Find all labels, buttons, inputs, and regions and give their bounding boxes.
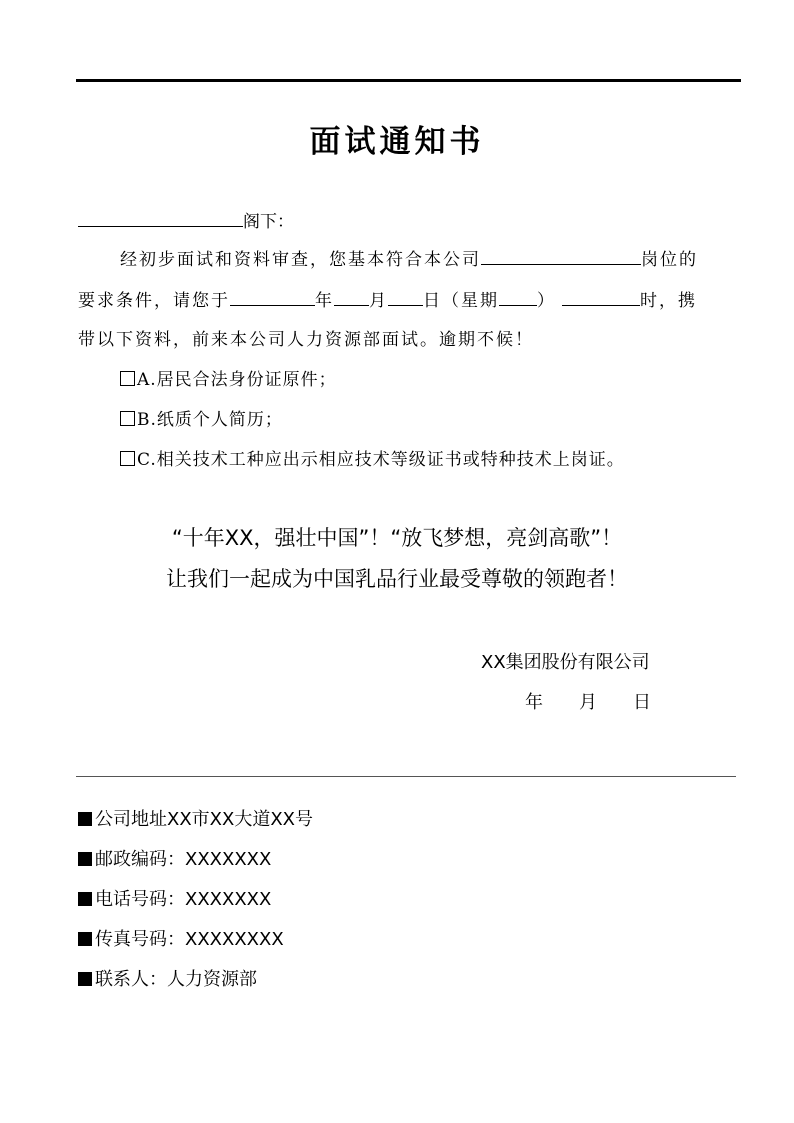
checklist-label: A.居民合法身份证原件； [137, 370, 337, 390]
body-text: 日（星期 [423, 291, 499, 311]
position-blank [481, 247, 641, 265]
body-text: 年 [315, 291, 334, 311]
square-bullet-icon [78, 972, 92, 986]
contact-text: 公司地址XX市XX大道XX号 [95, 809, 313, 830]
sign-year: 年 [525, 692, 543, 713]
checklist-label: B.纸质个人简历； [137, 410, 283, 430]
year-blank [230, 288, 315, 306]
sign-month: 月 [579, 692, 597, 713]
body-text: 要求条件，请您于 [78, 291, 230, 311]
square-bullet-icon [78, 932, 92, 946]
square-bullet-icon [78, 892, 92, 906]
checklist-item [120, 408, 283, 432]
contact-postcode [78, 848, 271, 872]
body-line-3: 带以下资料，前来本公司人力资源部面试。逾期不候！ [78, 330, 534, 350]
body-line-2 [78, 288, 697, 313]
checkbox[interactable] [120, 411, 135, 426]
body-text: 岗位的 [641, 250, 698, 270]
contact-text: 传真号码：XXXXXXXX [95, 929, 284, 950]
square-bullet-icon [78, 812, 92, 826]
contact-person [78, 968, 257, 992]
checkbox[interactable] [120, 451, 135, 466]
document-title: 面试通知书 [309, 124, 485, 160]
contact-phone [78, 888, 271, 912]
slogan-line-1: “十年XX，强壮中国”！“放飞梦想，亮剑高歌”！ [171, 526, 623, 550]
body-text: 经初步面试和资料审查，您基本符合本公司 [120, 250, 481, 270]
contact-address [78, 808, 313, 832]
sign-date [525, 688, 651, 714]
checklist-item [120, 448, 625, 472]
contact-text: 联系人：人力资源部 [95, 969, 257, 990]
top-rule [76, 79, 741, 82]
salutation: 阁下： [243, 212, 294, 232]
time-blank [562, 288, 640, 306]
salutation-line [78, 209, 294, 234]
sign-day: 日 [633, 692, 651, 713]
month-blank [334, 288, 369, 306]
divider [76, 776, 736, 777]
square-bullet-icon [78, 852, 92, 866]
checklist-item [120, 368, 337, 392]
contact-text: 电话号码：XXXXXXX [95, 889, 272, 910]
day-blank [388, 288, 423, 306]
body-text: 时，携 [640, 291, 697, 311]
body-text: ） [537, 291, 556, 311]
contact-fax [78, 928, 284, 952]
body-text: 月 [369, 291, 388, 311]
checkbox[interactable] [120, 371, 135, 386]
company-name: XX集团股份有限公司 [481, 652, 650, 673]
weekday-blank [499, 288, 537, 306]
body-line-1 [120, 247, 698, 272]
checklist-label: C.相关技术工种应出示相应技术等级证书或特种技术上岗证。 [137, 450, 625, 470]
name-blank [78, 209, 243, 227]
contact-text: 邮政编码：XXXXXXX [95, 849, 272, 870]
slogan-line-2: 让我们一起成为中国乳品行业最受尊敬的领跑者！ [166, 567, 628, 591]
